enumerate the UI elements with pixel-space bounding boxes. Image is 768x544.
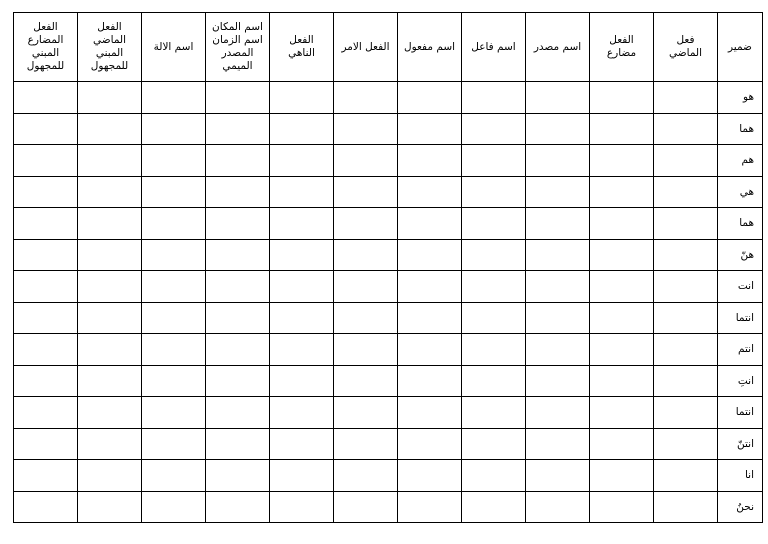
blank-cell[interactable]	[78, 239, 142, 271]
blank-cell[interactable]	[78, 176, 142, 208]
blank-cell[interactable]	[14, 176, 78, 208]
blank-cell[interactable]	[654, 239, 718, 271]
column-header: الفعل الماضي المبني للمجهول	[78, 13, 142, 82]
blank-cell[interactable]	[14, 428, 78, 460]
blank-cell[interactable]	[78, 113, 142, 145]
pronoun-cell: نحنُ	[718, 491, 763, 523]
blank-cell[interactable]	[206, 302, 270, 334]
blank-cell[interactable]	[14, 239, 78, 271]
blank-cell[interactable]	[526, 176, 590, 208]
blank-cell[interactable]	[142, 239, 206, 271]
blank-cell[interactable]	[334, 208, 398, 240]
blank-cell[interactable]	[654, 302, 718, 334]
blank-cell[interactable]	[654, 365, 718, 397]
blank-cell[interactable]	[14, 491, 78, 523]
column-header: اسم المكان اسم الزمان المصدر الميمي	[206, 13, 270, 82]
column-header: الفعل مضارع	[590, 13, 654, 82]
table-header	[14, 13, 763, 82]
blank-cell[interactable]	[78, 491, 142, 523]
blank-cell[interactable]	[14, 113, 78, 145]
blank-cell[interactable]	[462, 397, 526, 429]
blank-cell[interactable]	[206, 208, 270, 240]
table-body	[14, 82, 763, 523]
column-header: فعل الماضي	[654, 13, 718, 82]
blank-cell[interactable]	[590, 239, 654, 271]
blank-cell[interactable]	[590, 113, 654, 145]
blank-cell[interactable]	[654, 176, 718, 208]
pronoun-cell: هو	[718, 82, 763, 114]
blank-cell[interactable]	[14, 334, 78, 366]
blank-cell[interactable]	[526, 302, 590, 334]
blank-cell[interactable]	[78, 208, 142, 240]
blank-cell[interactable]	[334, 428, 398, 460]
blank-cell[interactable]	[206, 176, 270, 208]
blank-cell[interactable]	[654, 271, 718, 303]
blank-cell[interactable]	[206, 491, 270, 523]
blank-cell[interactable]	[654, 397, 718, 429]
blank-cell[interactable]	[398, 176, 462, 208]
pronoun-cell: هما	[718, 113, 763, 145]
blank-cell[interactable]	[78, 145, 142, 177]
blank-cell[interactable]	[142, 334, 206, 366]
blank-cell[interactable]	[462, 365, 526, 397]
blank-cell[interactable]	[334, 460, 398, 492]
blank-cell[interactable]	[78, 302, 142, 334]
blank-cell[interactable]	[270, 334, 334, 366]
blank-cell[interactable]	[142, 365, 206, 397]
blank-cell[interactable]	[142, 460, 206, 492]
column-header: اسم الالة	[142, 13, 206, 82]
pronoun-cell: انا	[718, 460, 763, 492]
blank-cell[interactable]	[590, 428, 654, 460]
blank-cell[interactable]	[590, 334, 654, 366]
blank-cell[interactable]	[526, 145, 590, 177]
table-row	[14, 113, 763, 145]
blank-cell[interactable]	[526, 365, 590, 397]
blank-cell[interactable]	[462, 334, 526, 366]
pronoun-cell: انتما	[718, 302, 763, 334]
blank-cell[interactable]	[270, 491, 334, 523]
blank-cell[interactable]	[334, 82, 398, 114]
blank-cell[interactable]	[14, 208, 78, 240]
table-row	[14, 145, 763, 177]
pronoun-cell: هنّ	[718, 239, 763, 271]
blank-cell[interactable]	[206, 145, 270, 177]
blank-cell[interactable]	[462, 271, 526, 303]
blank-cell[interactable]	[270, 271, 334, 303]
blank-cell[interactable]	[14, 302, 78, 334]
blank-cell[interactable]	[14, 145, 78, 177]
blank-cell[interactable]	[590, 460, 654, 492]
blank-cell[interactable]	[334, 271, 398, 303]
blank-cell[interactable]	[206, 365, 270, 397]
blank-cell[interactable]	[398, 428, 462, 460]
blank-cell[interactable]	[462, 239, 526, 271]
table-row	[14, 460, 763, 492]
blank-cell[interactable]	[334, 145, 398, 177]
blank-cell[interactable]	[654, 82, 718, 114]
blank-cell[interactable]	[270, 113, 334, 145]
blank-cell[interactable]	[398, 271, 462, 303]
blank-cell[interactable]	[270, 365, 334, 397]
blank-cell[interactable]	[526, 428, 590, 460]
blank-cell[interactable]	[526, 113, 590, 145]
blank-cell[interactable]	[398, 491, 462, 523]
blank-cell[interactable]	[206, 428, 270, 460]
blank-cell[interactable]	[78, 428, 142, 460]
blank-cell[interactable]	[206, 239, 270, 271]
blank-cell[interactable]	[142, 491, 206, 523]
blank-cell[interactable]	[590, 271, 654, 303]
blank-cell[interactable]	[398, 302, 462, 334]
blank-cell[interactable]	[590, 208, 654, 240]
blank-cell[interactable]	[270, 208, 334, 240]
blank-cell[interactable]	[206, 397, 270, 429]
blank-cell[interactable]	[270, 176, 334, 208]
blank-cell[interactable]	[142, 82, 206, 114]
table-row	[14, 428, 763, 460]
table-row	[14, 334, 763, 366]
blank-cell[interactable]	[590, 145, 654, 177]
blank-cell[interactable]	[270, 145, 334, 177]
blank-cell[interactable]	[398, 397, 462, 429]
blank-cell[interactable]	[14, 460, 78, 492]
table-row	[14, 397, 763, 429]
blank-cell[interactable]	[334, 491, 398, 523]
table-row	[14, 491, 763, 523]
blank-cell[interactable]	[398, 239, 462, 271]
table-row	[14, 302, 763, 334]
blank-cell[interactable]	[462, 113, 526, 145]
blank-cell[interactable]	[590, 176, 654, 208]
blank-cell[interactable]	[78, 334, 142, 366]
blank-cell[interactable]	[526, 271, 590, 303]
blank-cell[interactable]	[590, 491, 654, 523]
blank-cell[interactable]	[654, 113, 718, 145]
column-header: اسم مفعول	[398, 13, 462, 82]
blank-cell[interactable]	[462, 428, 526, 460]
pronoun-cell: هي	[718, 176, 763, 208]
table-row	[14, 176, 763, 208]
blank-cell[interactable]	[526, 491, 590, 523]
blank-cell[interactable]	[142, 302, 206, 334]
pronoun-cell: انتما	[718, 397, 763, 429]
blank-cell[interactable]	[398, 334, 462, 366]
blank-cell[interactable]	[206, 113, 270, 145]
column-header: الفعل الامر	[334, 13, 398, 82]
table-row	[14, 82, 763, 114]
blank-cell[interactable]	[14, 82, 78, 114]
pronoun-cell: هما	[718, 208, 763, 240]
column-header: الفعل الناهي	[270, 13, 334, 82]
blank-cell[interactable]	[526, 460, 590, 492]
blank-cell[interactable]	[206, 334, 270, 366]
table-row	[14, 271, 763, 303]
blank-cell[interactable]	[462, 302, 526, 334]
blank-cell[interactable]	[590, 365, 654, 397]
column-header: اسم مصدر	[526, 13, 590, 82]
blank-cell[interactable]	[398, 460, 462, 492]
blank-cell[interactable]	[270, 239, 334, 271]
pronoun-cell: انتنّ	[718, 428, 763, 460]
blank-cell[interactable]	[334, 365, 398, 397]
column-header: ضمير	[718, 13, 763, 82]
blank-cell[interactable]	[526, 334, 590, 366]
blank-cell[interactable]	[398, 365, 462, 397]
blank-cell[interactable]	[462, 82, 526, 114]
blank-cell[interactable]	[654, 334, 718, 366]
blank-cell[interactable]	[78, 82, 142, 114]
blank-cell[interactable]	[206, 82, 270, 114]
blank-cell[interactable]	[78, 397, 142, 429]
blank-cell[interactable]	[590, 302, 654, 334]
blank-cell[interactable]	[334, 239, 398, 271]
blank-cell[interactable]	[398, 145, 462, 177]
blank-cell[interactable]	[462, 460, 526, 492]
blank-cell[interactable]	[334, 113, 398, 145]
blank-cell[interactable]	[398, 113, 462, 145]
blank-cell[interactable]	[142, 428, 206, 460]
blank-cell[interactable]	[270, 302, 334, 334]
blank-cell[interactable]	[334, 176, 398, 208]
blank-cell[interactable]	[590, 397, 654, 429]
blank-cell[interactable]	[654, 145, 718, 177]
blank-cell[interactable]	[526, 239, 590, 271]
blank-cell[interactable]	[654, 460, 718, 492]
blank-cell[interactable]	[14, 397, 78, 429]
column-header: اسم فاعل	[462, 13, 526, 82]
pronoun-cell: انتِ	[718, 365, 763, 397]
blank-cell[interactable]	[334, 302, 398, 334]
blank-cell[interactable]	[206, 460, 270, 492]
column-header: الفعل المضارع المبني للمجهول	[14, 13, 78, 82]
conjugation-table	[13, 12, 763, 523]
blank-cell[interactable]	[526, 208, 590, 240]
blank-cell[interactable]	[14, 365, 78, 397]
blank-cell[interactable]	[398, 82, 462, 114]
blank-cell[interactable]	[270, 428, 334, 460]
header-row	[14, 13, 763, 82]
blank-cell[interactable]	[462, 491, 526, 523]
blank-cell[interactable]	[206, 271, 270, 303]
pronoun-cell: انت	[718, 271, 763, 303]
pronoun-cell: هم	[718, 145, 763, 177]
blank-cell[interactable]	[142, 271, 206, 303]
blank-cell[interactable]	[142, 208, 206, 240]
blank-cell[interactable]	[590, 82, 654, 114]
blank-cell[interactable]	[270, 82, 334, 114]
blank-cell[interactable]	[78, 365, 142, 397]
blank-cell[interactable]	[14, 271, 78, 303]
blank-cell[interactable]	[654, 428, 718, 460]
table-row	[14, 239, 763, 271]
pronoun-cell: انتم	[718, 334, 763, 366]
blank-cell[interactable]	[142, 397, 206, 429]
blank-cell[interactable]	[78, 460, 142, 492]
blank-cell[interactable]	[526, 397, 590, 429]
blank-cell[interactable]	[398, 208, 462, 240]
blank-cell[interactable]	[270, 460, 334, 492]
blank-cell[interactable]	[142, 145, 206, 177]
blank-cell[interactable]	[334, 397, 398, 429]
blank-cell[interactable]	[462, 208, 526, 240]
blank-cell[interactable]	[654, 208, 718, 240]
blank-cell[interactable]	[270, 397, 334, 429]
blank-cell[interactable]	[654, 491, 718, 523]
table-row	[14, 208, 763, 240]
blank-cell[interactable]	[142, 176, 206, 208]
blank-cell[interactable]	[526, 82, 590, 114]
blank-cell[interactable]	[462, 145, 526, 177]
table-row	[14, 365, 763, 397]
blank-cell[interactable]	[334, 334, 398, 366]
blank-cell[interactable]	[462, 176, 526, 208]
blank-cell[interactable]	[78, 271, 142, 303]
blank-cell[interactable]	[142, 113, 206, 145]
